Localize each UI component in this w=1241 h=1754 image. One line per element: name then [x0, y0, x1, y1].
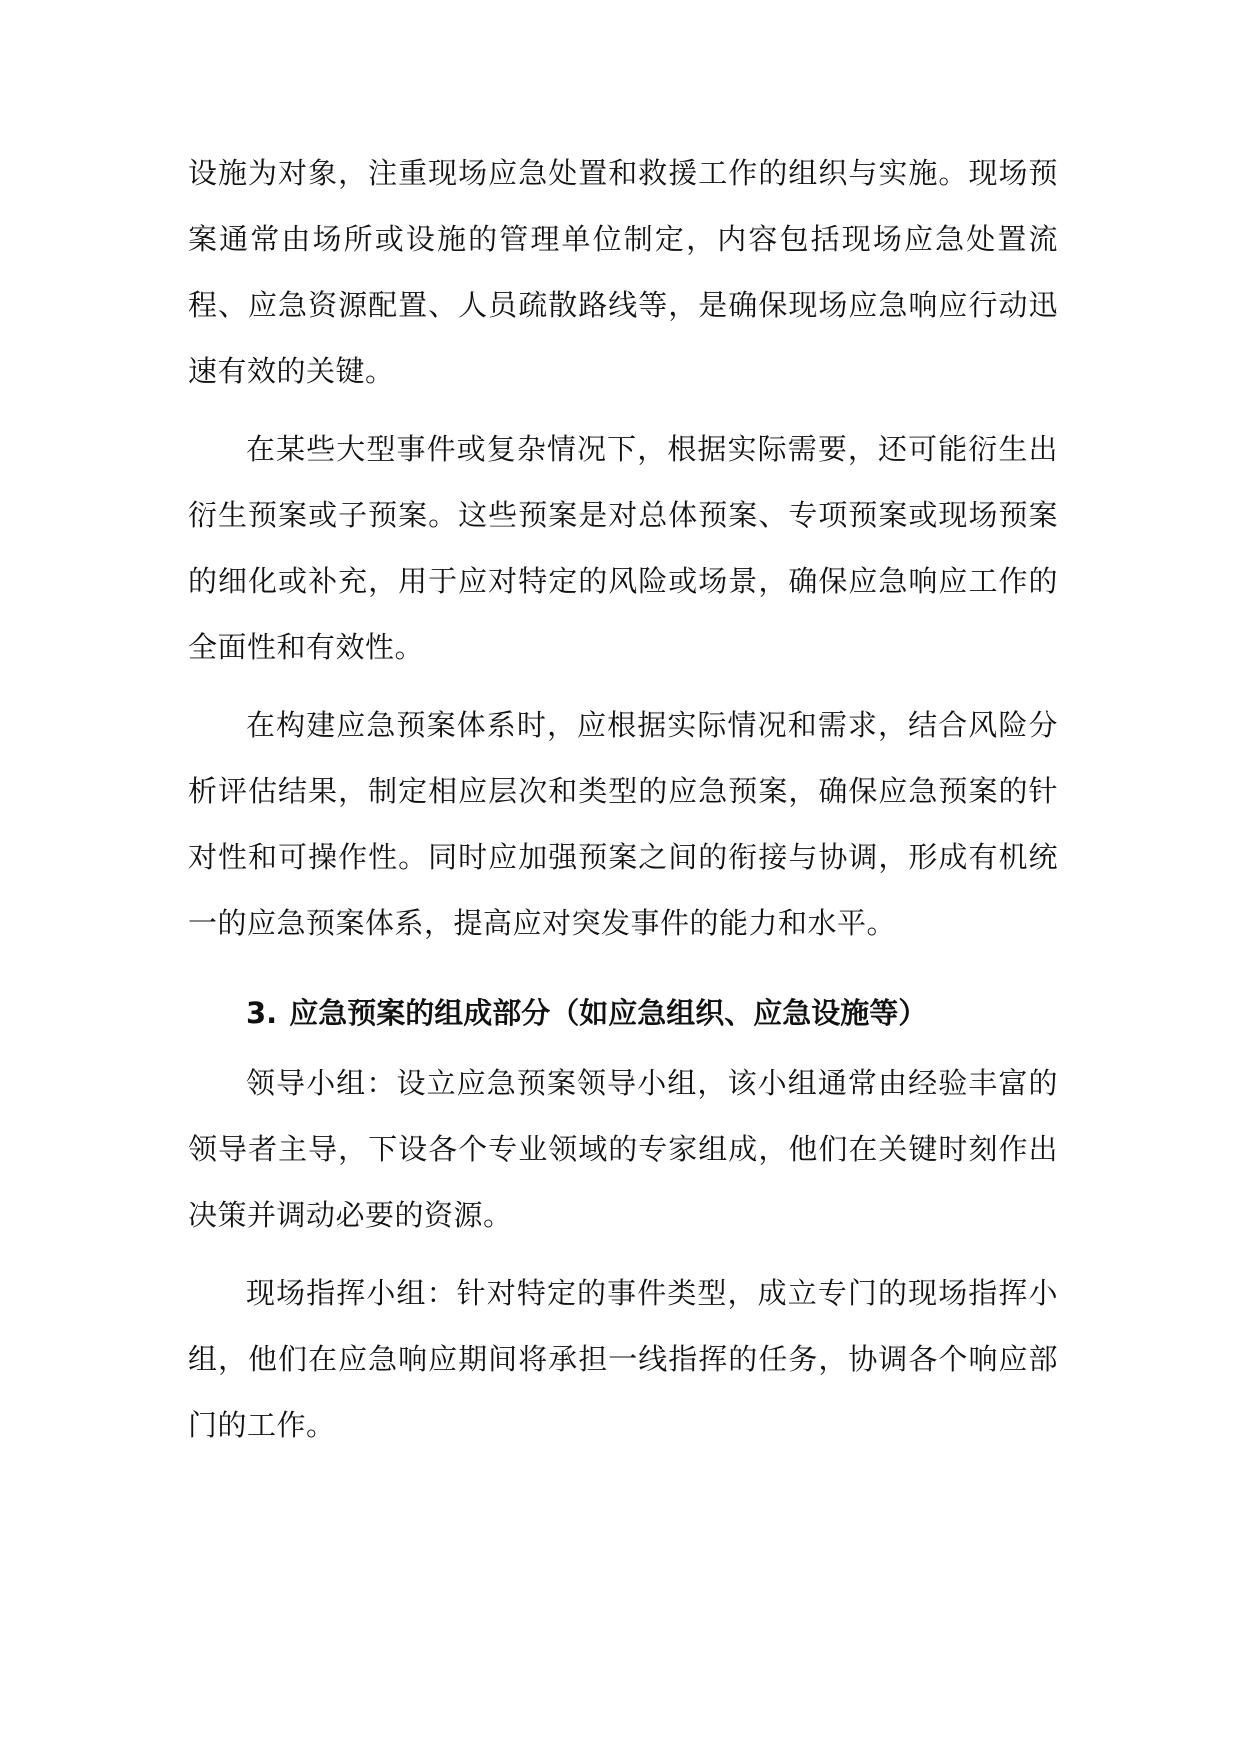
paragraph-plan-system: 在构建应急预案体系时，应根据实际情况和需求，结合风险分析评估结果，制定相应层次和类型的应急预案，确保应急预案的针对性和可操作性。同时应加强预案之间的衔接与协调，形成有机统一的应急预案体系，提高应对突发事件的能力和水平。	[188, 708, 1058, 940]
paragraph-site-plan-continuation: 设施为对象，注重现场应急处置和救援工作的组织与实施。现场预案通常由场所或设施的管理单位制定，内容包括现场应急处置流程、应急资源配置、人员疏散路线等，是确保现场应急响应行动迅速有效的关键。	[188, 156, 1058, 388]
section-number: 3.	[246, 996, 278, 1030]
section-title: 应急预案的组成部分（如应急组织、应急设施等）	[289, 996, 928, 1030]
section-heading	[188, 980, 1058, 1046]
paragraph-site-command-group: 现场指挥小组：针对特定的事件类型，成立专门的现场指挥小组，他们在应急响应期间将承担一线指挥的任务，协调各个响应部门的工作。	[188, 1276, 1058, 1442]
document-body	[188, 140, 1058, 1458]
paragraph-derived-plans: 在某些大型事件或复杂情况下，根据实际需要，还可能衍生出衍生预案或子预案。这些预案是对总体预案、专项预案或现场预案的细化或补充，用于应对特定的风险或场景，确保应急响应工作的全面性和有效性。	[188, 432, 1058, 664]
paragraph-leadership-group: 领导小组：设立应急预案领导小组，该小组通常由经验丰富的领导者主导，下设各个专业领域的专家组成，他们在关键时刻作出决策并调动必要的资源。	[188, 1066, 1058, 1232]
